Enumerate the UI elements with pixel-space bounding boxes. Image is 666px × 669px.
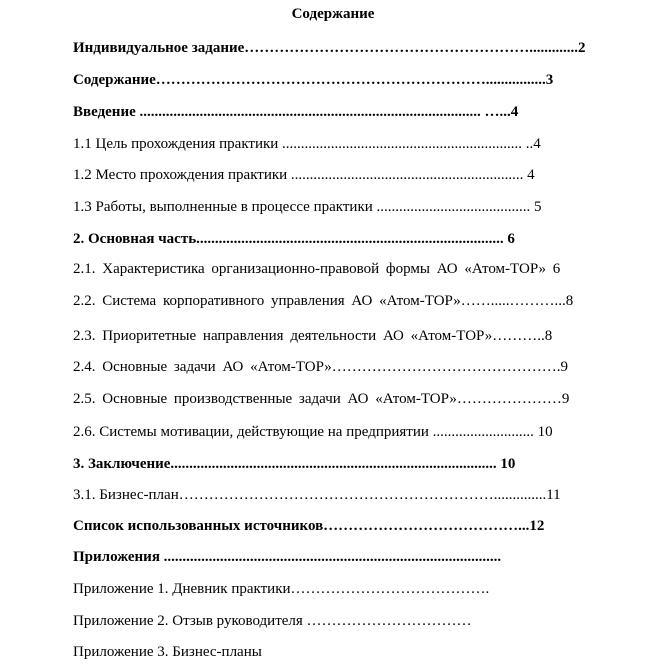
toc-entry: 1.3 Работы, выполненные в процессе практики ......................................... 5 bbox=[73, 199, 542, 215]
toc-entry: 2.1. Характеристика организационно-правовой формы АО «Атом-ТОР» 6 bbox=[73, 261, 561, 277]
toc-entry: Приложения .......................................................................................... bbox=[73, 549, 502, 565]
page-title: Содержание bbox=[291, 6, 375, 22]
toc-entry: Приложение 1. Дневник практики…………………………………. bbox=[73, 581, 490, 597]
toc-entry: Приложение 3. Бизнес-планы bbox=[73, 644, 262, 660]
toc-entry: 2. Основная часть.................................................................................. 6 bbox=[73, 231, 515, 247]
toc-entry: 1.1 Цель прохождения практики ................................................................ ..4 bbox=[73, 136, 541, 152]
toc-entry: Индивидуальное задание………………………………………………….............2 bbox=[73, 40, 586, 56]
toc-entry: 1.2 Место прохождения практики .............................................................. 4 bbox=[73, 167, 535, 183]
toc-entry: 2.6. Системы мотивации, действующие на предприятии ........................... 10 bbox=[73, 424, 553, 440]
toc-entry: 2.4. Основные задачи АО «Атом-ТОР»……………………………………….9 bbox=[73, 359, 569, 375]
toc-entry: Список использованных источников…………………………………...12 bbox=[73, 518, 545, 534]
toc-entry: 3.1. Бизнес-план………………………………………………………..............11 bbox=[73, 487, 561, 503]
toc-entry: 3. Заключение....................................................................................... 10 bbox=[73, 456, 516, 472]
toc-entry: Введение ........................................................................................... …...4 bbox=[73, 104, 519, 120]
toc-entry: Приложение 2. Отзыв руководителя …………………………… bbox=[73, 613, 472, 629]
toc-entry: 2.3. Приоритетные направления деятельности АО «Атом-ТОР»………..8 bbox=[73, 328, 553, 344]
toc-entry: Содержание…………………………………………………………................3 bbox=[73, 72, 554, 88]
toc-entry: 2.5. Основные производственные задачи АО «Атом-ТОР»…………………9 bbox=[73, 391, 570, 407]
toc-entry: 2.2. Система корпоративного управления АО «Атом-ТОР»…….....………...8 bbox=[73, 293, 574, 309]
